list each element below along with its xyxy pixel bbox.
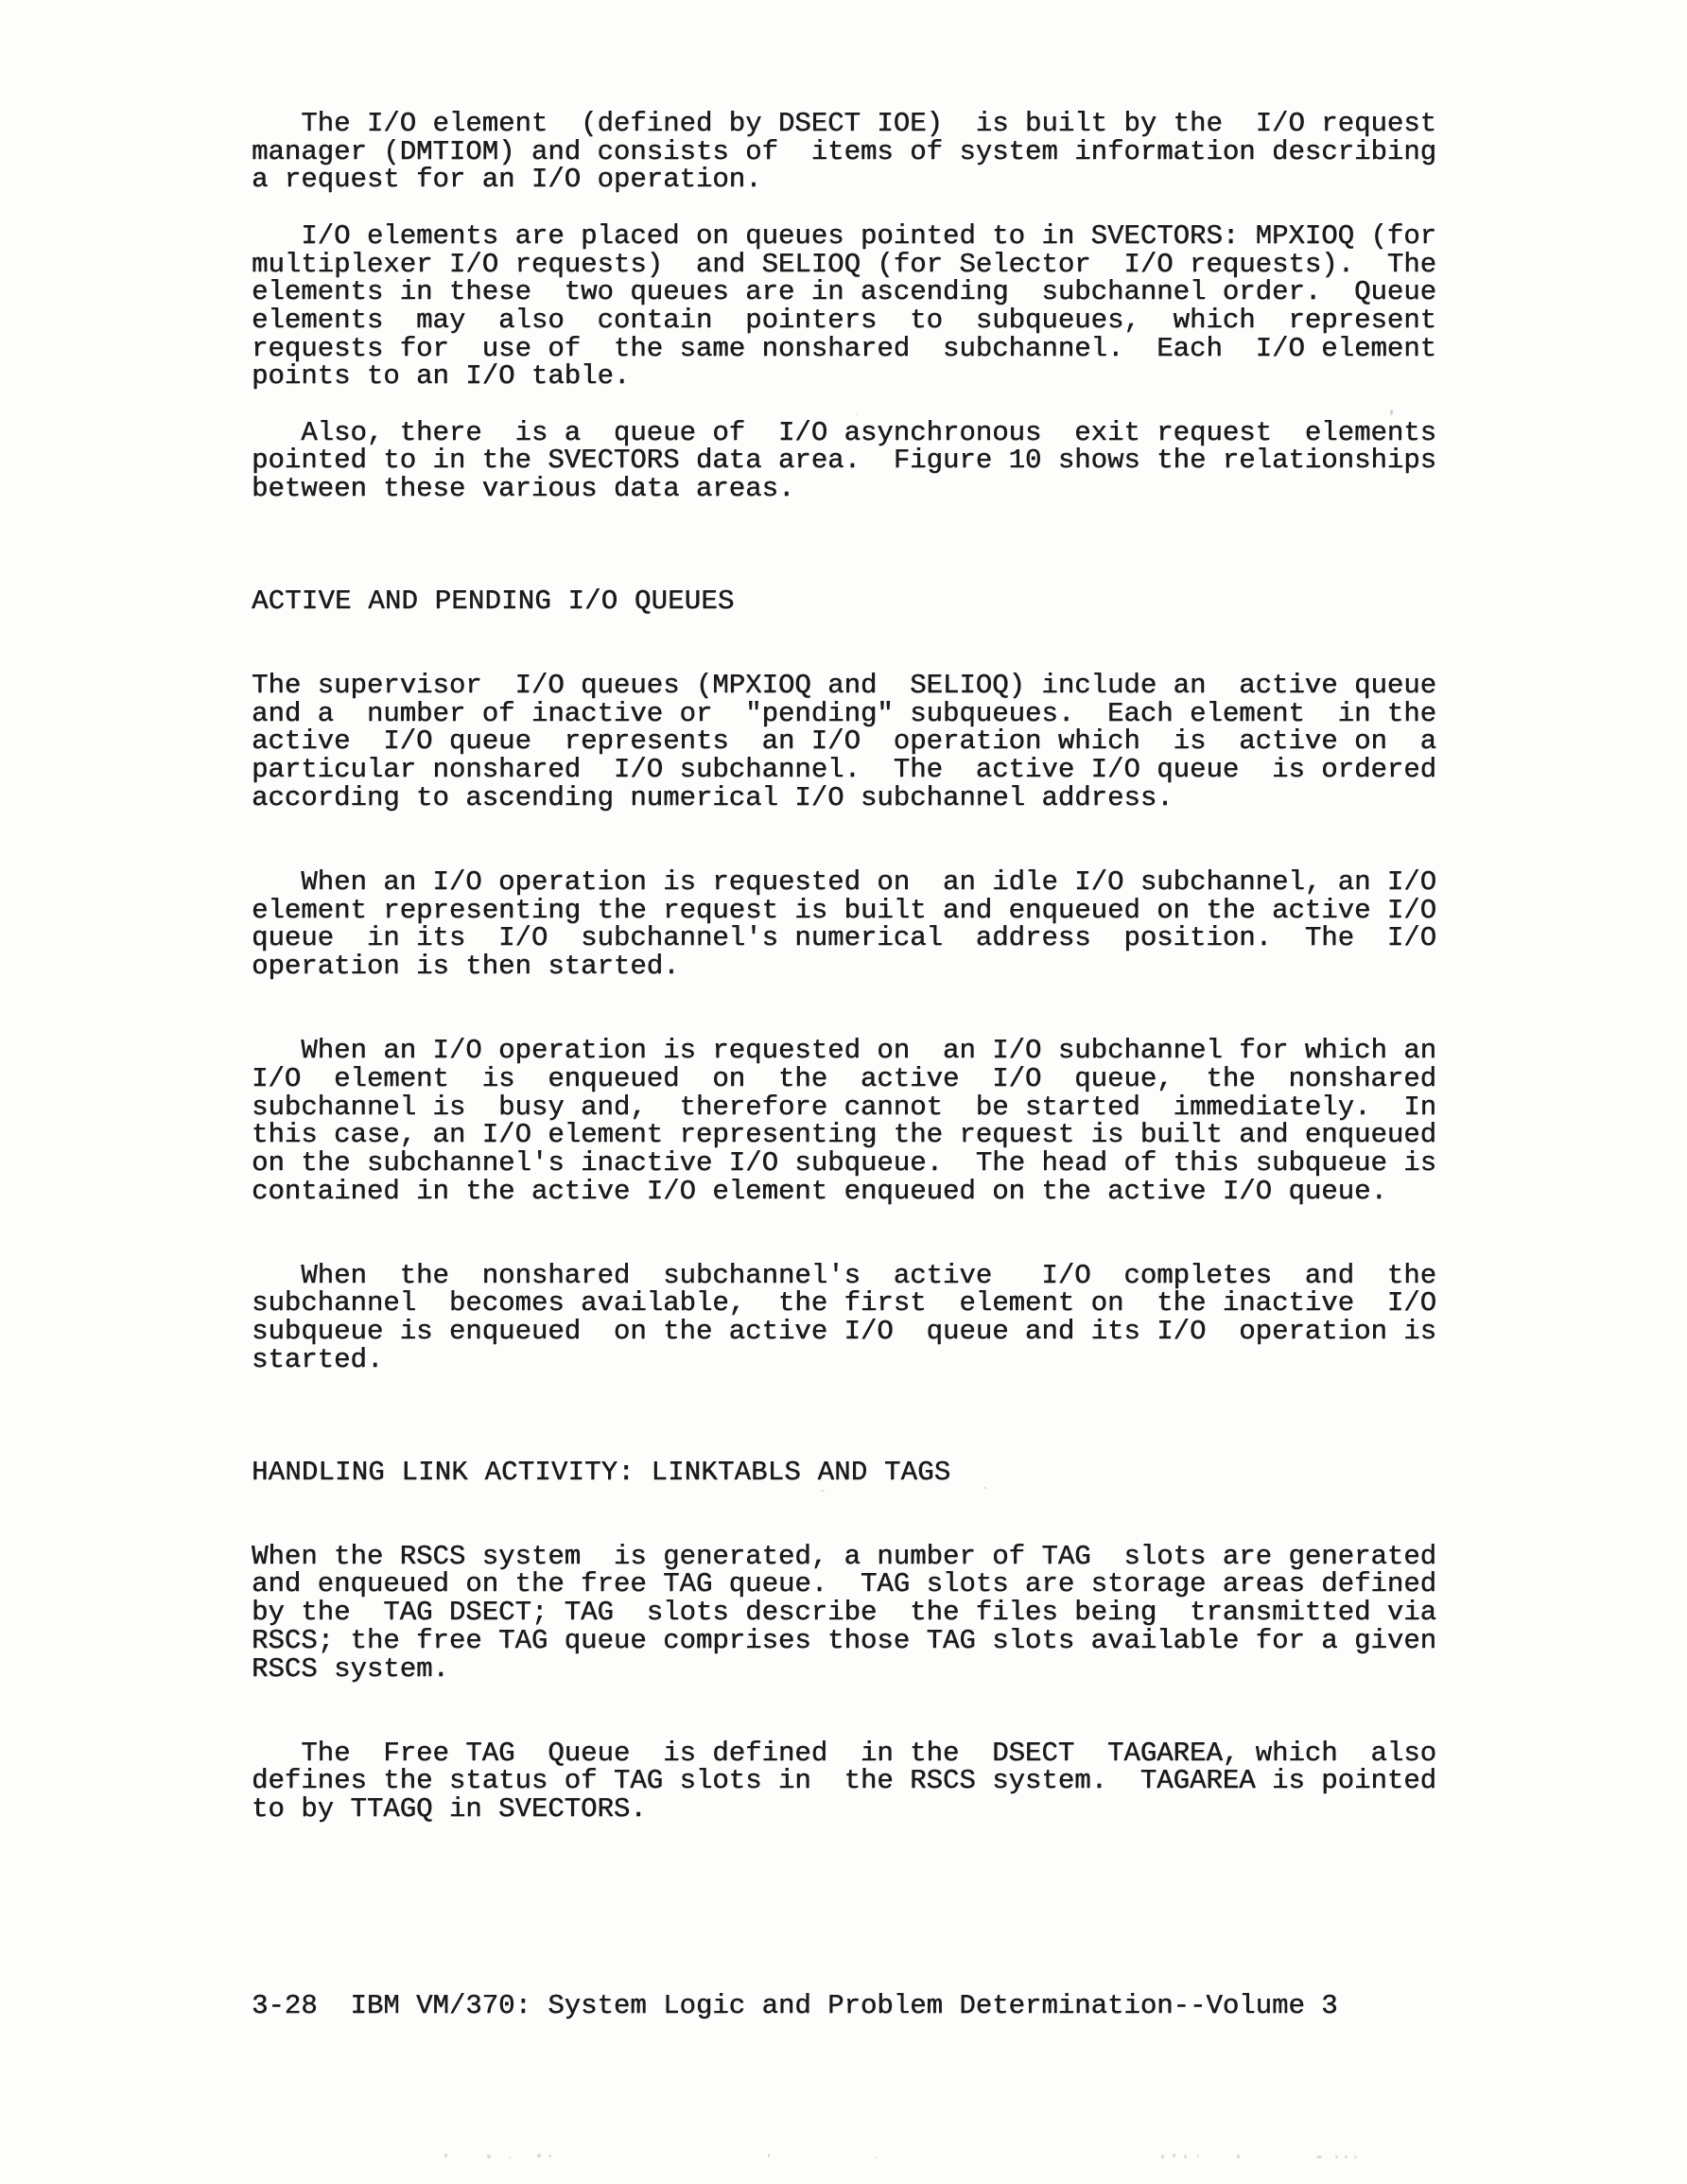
scan-speck <box>1354 2156 1357 2158</box>
text-line: manager (DMTIOM) and consists of items of system information describing <box>252 135 1437 167</box>
paragraph <box>252 1739 1436 1824</box>
text-line: between these various data areas. <box>252 473 795 505</box>
scan-speck <box>875 2157 877 2158</box>
text-line: I/O element is enqueued on the active I/O queue, the nonshared <box>252 1062 1437 1094</box>
scan-speck <box>1173 2154 1175 2158</box>
text-line: to by TTAGQ in SVECTORS. <box>252 1793 647 1826</box>
text-line: a request for an I/O operation. <box>252 164 762 196</box>
scan-speck <box>821 1490 825 1492</box>
text-line: HANDLING LINK ACTIVITY: LINKTABLS AND TAGS <box>252 1456 951 1488</box>
scan-speck <box>509 2157 511 2158</box>
text-line: and enqueued on the free TAG queue. TAG slots are storage areas defined <box>252 1568 1437 1600</box>
scan-speck <box>768 2154 770 2158</box>
text-line: 3-28 IBM VM/370: System Logic and Problem Determination--Volume 3 <box>252 1989 1338 2021</box>
text-line: contained in the active I/O element enqueued on the active I/O queue. <box>252 1175 1387 1207</box>
text-line: subchannel becomes available, the first element on the inactive I/O <box>252 1287 1437 1319</box>
text-line: elements in these two queues are in ascending subchannel order. Queue <box>252 276 1437 308</box>
scan-speck <box>444 2154 447 2158</box>
text-line: The I/O element (defined by DSECT IOE) is built by the I/O request <box>252 108 1437 139</box>
scan-speck <box>487 2155 491 2158</box>
scan-speck <box>1335 2156 1338 2158</box>
text-line: by the TAG DSECT; TAG slots describe the files being transmitted via <box>252 1597 1437 1629</box>
text-line: this case, an I/O element representing the request is built and enqueued <box>252 1119 1437 1151</box>
scan-speck <box>1161 2155 1164 2158</box>
text-line: The Free TAG Queue is defined in the DSECT TAGAREA, which also <box>252 1737 1437 1769</box>
scan-speck <box>1237 2155 1240 2158</box>
text-line: When the RSCS system is generated, a number of TAG slots are generated <box>252 1540 1437 1572</box>
paragraph <box>252 865 1437 983</box>
text-line: element representing the request is built and enqueued on the active I/O <box>252 894 1437 926</box>
scan-speck <box>1184 2155 1187 2158</box>
text-line: multiplexer I/O requests) and SELIOQ (for Selector I/O requests). The <box>252 248 1437 280</box>
paragraph <box>252 1037 1436 1205</box>
paragraph <box>252 416 1437 505</box>
text-line: When an I/O operation is requested on an I/O subchannel for which an <box>252 1035 1437 1067</box>
scan-speck <box>1345 2156 1348 2158</box>
text-line: subchannel is busy and, therefore cannot be started immediately. In <box>252 1091 1437 1123</box>
scan-speck <box>856 413 858 415</box>
page-footer <box>252 1989 1436 2021</box>
paragraph <box>252 219 1437 393</box>
text-line: started. <box>252 1343 384 1375</box>
text-line: particular nonshared I/O subchannel. The active I/O queue is ordered <box>252 754 1437 786</box>
section-heading <box>252 1456 1436 1488</box>
text-line: subqueue is enqueued on the active I/O queue and its I/O operation is <box>252 1316 1437 1348</box>
scan-speck <box>537 2154 541 2158</box>
text-line: requests for use of the same nonshared subchannel. Each I/O element <box>252 332 1437 364</box>
text-line: I/O elements are placed on queues pointed to in SVECTORS: MPXIOQ (for <box>252 219 1437 252</box>
text-line: When the nonshared subchannel's active I/O completes and the <box>252 1259 1437 1291</box>
text-line: RSCS; the free TAG queue comprises those TAG slots available for a given <box>252 1624 1437 1656</box>
text-line: pointed to in the SVECTORS data area. Figure 10 shows the relationships <box>252 445 1437 477</box>
scan-speck <box>1390 410 1393 415</box>
scan-speck <box>983 1487 986 1489</box>
paragraph <box>252 1540 1437 1685</box>
text-line: according to ascending numerical I/O subchannel address. <box>252 781 1174 813</box>
section-heading <box>252 587 1436 616</box>
text-line: Also, there is a queue of I/O asynchronous exit request elements <box>252 416 1437 448</box>
text-line: ACTIVE AND PENDING I/O QUEUES <box>252 585 735 617</box>
text-line: queue in its I/O subchannel's numerical address position. The I/O <box>252 922 1437 954</box>
text-line: defines the status of TAG slots in the RSCS system. TAGAREA is pointed <box>252 1765 1437 1797</box>
text-line: RSCS system. <box>252 1652 449 1685</box>
scan-speck <box>1197 2155 1199 2158</box>
text-line: operation is then started. <box>252 951 680 983</box>
text-line: on the subchannel's inactive I/O subqueue. The head of this subqueue is <box>252 1146 1437 1179</box>
text-line: When an I/O operation is requested on an idle I/O subchannel, an I/O <box>252 865 1437 898</box>
scan-speck <box>1316 2156 1322 2158</box>
text-line: active I/O queue represents an I/O operation which is active on a <box>252 725 1437 758</box>
page-body <box>252 110 1436 2020</box>
paragraph <box>252 672 1436 812</box>
text-line: The supervisor I/O queues (MPXIOQ and SELIOQ) include an active queue <box>252 670 1437 701</box>
scan-speck <box>548 2155 551 2158</box>
text-line: elements may also contain pointers to subqueues, which represent <box>252 304 1437 336</box>
paragraph <box>252 110 1436 194</box>
text-line: points to an I/O table. <box>252 360 631 393</box>
text-line: and a number of inactive or "pending" subqueues. Each element in the <box>252 697 1437 729</box>
paragraph <box>252 1259 1437 1375</box>
